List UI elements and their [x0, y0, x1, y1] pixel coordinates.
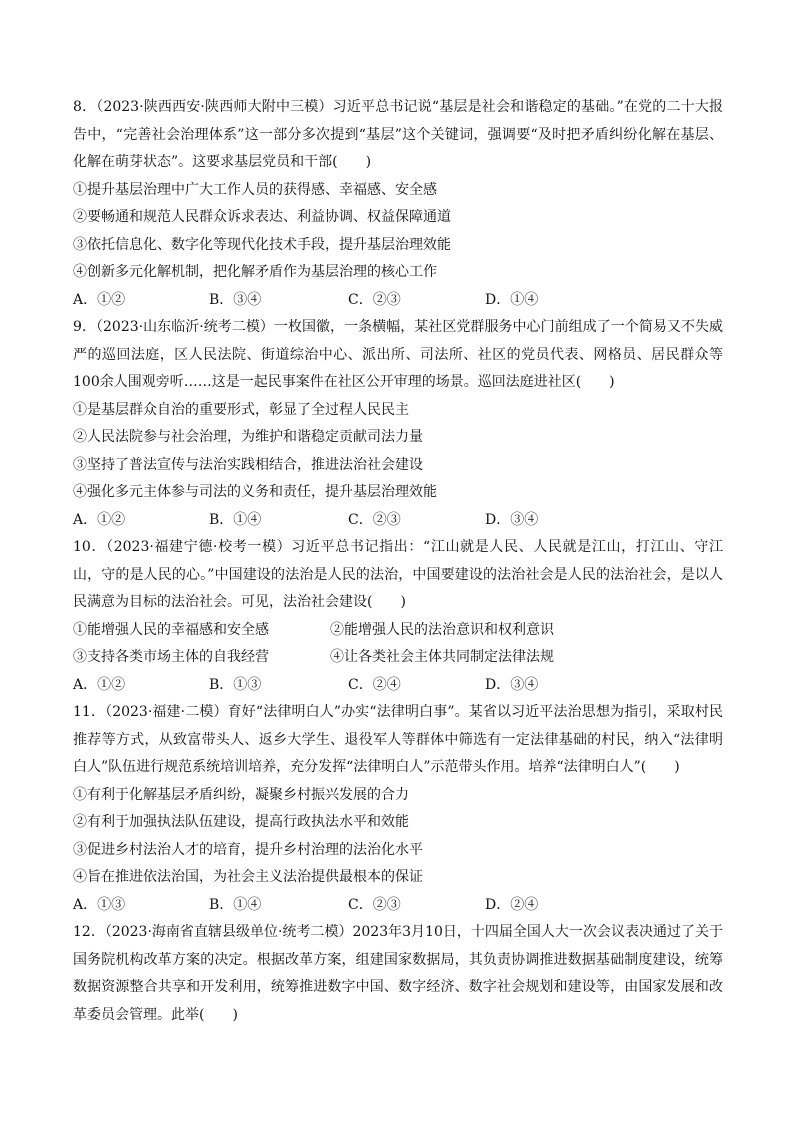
option-a[interactable]: A．①② — [73, 511, 126, 528]
statement-item: ①能增强人民的幸福感和安全感 — [73, 621, 269, 638]
statement-item: ③支持各类市场主体的自我经营 — [73, 649, 269, 665]
option-b[interactable]: B．①④ — [209, 896, 262, 913]
question-stem: 11．（2023·福建·二模）育好“法律明白人”办实“法律明白事”。某省以习近平法治思想为指引，采取村民推荐等方式，从致富带头人、返乡大学生、退役军人等群体中筛选有一定法律基础的村民，纳入“法律明白人”队伍进行规范系统培训培养，充分发挥“法律明白人”示范带头作用。培养“法律明白人”( ) — [73, 704, 723, 775]
question-stem: 12．（2023·海南省直辖县级单位·统考二模）2023年3月10日，十四届全国人大一次会议表决通过了关于国务院机构改革方案的决定。根据改革方案，组建国家数据局，其负责协调推进数据基础制度建设，统筹数据资源整合共享和开发利用，统筹推进数字中国、数字经济、数字社会规划和建设等，由国家发展和改革委员会管理。此举( ) — [73, 924, 723, 1023]
question-12 — [73, 919, 723, 1029]
answer-options — [73, 672, 723, 700]
answer-options — [73, 507, 723, 535]
statement-item: ③坚持了普法宣传与法治实践相结合，推进法治社会建设 — [73, 456, 423, 473]
option-b[interactable]: B．①④ — [209, 511, 262, 528]
statement-item: ②要畅通和规范人民群众诉求表达、利益协调、权益保障通道 — [73, 209, 451, 225]
option-b[interactable]: B．①③ — [209, 676, 262, 693]
statement-item: ①是基层群众自治的重要形式，彰显了全过程人民民主 — [73, 401, 409, 418]
option-c[interactable]: C．②④ — [348, 676, 401, 693]
statement-item: ③依托信息化、数字化等现代化技术手段，提升基层治理效能 — [73, 236, 451, 253]
statement-pair-row — [73, 617, 723, 645]
statement-item: ④创新多元化解机制，把化解矛盾作为基层治理的核心工作 — [73, 264, 437, 280]
statement-item: ①有利于化解基层矛盾纠纷，凝聚乡村振兴发展的合力 — [73, 786, 409, 803]
option-c[interactable]: C．②③ — [348, 511, 401, 528]
option-c[interactable]: C．②③ — [348, 291, 401, 308]
option-d[interactable]: D．②④ — [485, 896, 539, 913]
question-stem: 10．（2023·福建宁德·校考一模）习近平总书记指出：“江山就是人民、人民就是江山，打江山、守江山，守的是人民的心。”中国建设的法治是人民的法治，中国要建设的法治社会是人民的法治社会，是以人民满意为目标的法治社会。可见，法治社会建设( ) — [73, 539, 723, 610]
answer-options — [73, 287, 723, 315]
statement-item: ④强化多元主体参与司法的义务和责任，提升基层治理效能 — [73, 484, 437, 500]
statement-item: ①提升基层治理中广大工作人员的获得感、幸福感、安全感 — [73, 181, 437, 198]
statement-item: ②人民法院参与社会治理，为维护和谐稳定贡献司法力量 — [73, 429, 423, 445]
option-a[interactable]: A．①② — [73, 676, 126, 693]
statement-item: ③促进乡村法治人才的培育，提升乡村治理的法治化水平 — [73, 841, 423, 858]
statement-item: ④旨在推进依法治国，为社会主义法治提供最根本的保证 — [73, 869, 423, 885]
question-11 — [73, 699, 723, 919]
question-10 — [73, 534, 723, 699]
statement-item: ②有利于加强执法队伍建设，提高行政执法水平和效能 — [73, 814, 409, 830]
question-stem: 9．（2023·山东临沂·统考二模）一枚国徽，一条横幅，某社区党群服务中心门前组成了一个简易又不失威严的巡回法庭，区人民法院、街道综治中心、派出所、司法所、社区的党员代表、网格员、居民群众等100余人围观旁听……这是一起民事案件在社区公开审理的场景。巡回法庭进社区( ) — [73, 319, 723, 390]
statement-item: ②能增强人民的法治意识和权利意识 — [330, 621, 554, 638]
statement-item: ④让各类社会主体共同制定法律法规 — [330, 649, 554, 665]
question-list — [73, 94, 723, 1029]
option-a[interactable]: A．①② — [73, 291, 126, 308]
statement-pair-row — [73, 644, 723, 672]
option-d[interactable]: D．①④ — [485, 291, 539, 308]
answer-options — [73, 892, 723, 920]
option-a[interactable]: A．①③ — [73, 896, 126, 913]
question-8 — [73, 94, 723, 314]
option-d[interactable]: D．③④ — [485, 676, 539, 693]
question-9 — [73, 314, 723, 534]
option-b[interactable]: B．③④ — [209, 291, 262, 308]
question-stem: 8．（2023·陕西西安·陕西师大附中三模）习近平总书记说“基层是社会和谐稳定的基础。”在党的二十大报告中，“完善社会治理体系”这一部分多次提到“基层”这个关键词，强调要“及时把矛盾纠纷化解在基层、化解在萌芽状态”。这要求基层党员和干部( ) — [73, 99, 723, 170]
option-c[interactable]: C．②③ — [348, 896, 401, 913]
option-d[interactable]: D．③④ — [485, 511, 539, 528]
